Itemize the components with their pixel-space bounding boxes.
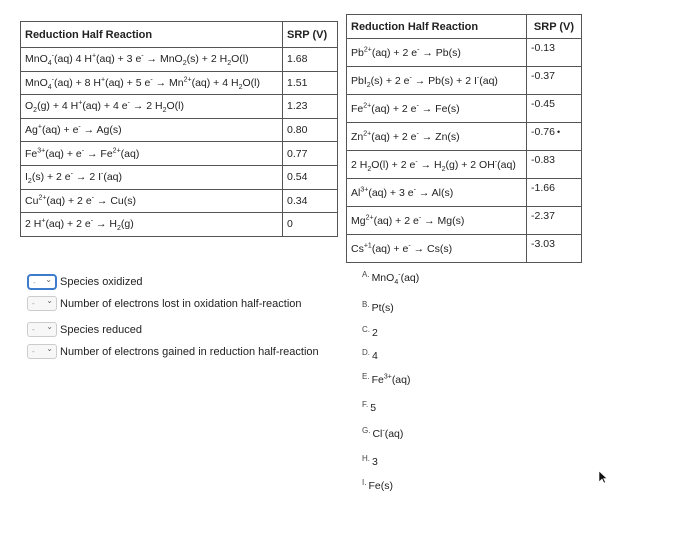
reaction-cell: $Al^{3+}(aq) + 3$ e- → Al(s) [347,179,527,207]
option-letter: F. [362,400,369,409]
reaction-cell: PbI$_2$(s) + 2 e- → Pb(s) + 2 I-(aq) [347,67,527,95]
table-row [21,118,338,142]
option-letter: E. [362,372,370,381]
header-reaction: Reduction Half Reaction [21,22,283,48]
table-row [347,179,582,207]
option-g [362,428,403,440]
option-text: 4 [372,350,378,362]
select-dash: - [33,277,36,287]
reaction-cell: $Cu^{2+}(aq) + 2$ e- → Cu(s) [21,189,283,213]
option-d [362,350,378,362]
option-text: 5 [370,402,377,414]
table-row [21,48,338,72]
table-row [21,71,338,95]
srp-value: -2.37 [527,207,582,235]
chevron-down-icon: ⌄ [46,322,53,331]
option-text: MnO$_4$-(aq) [371,271,420,287]
option-text: 3 [372,456,378,468]
table-row [347,235,582,263]
match-electrons-gained [27,344,319,359]
chevron-down-icon: ⌄ [46,344,53,353]
match-species-oxidized [27,274,143,290]
match-label: Number of electrons lost in oxidation half-reaction [60,297,302,310]
option-letter: H. [362,454,370,463]
select-dash: - [32,347,35,356]
option-text: Pt(s) [371,302,394,314]
table-row [21,142,338,166]
srp-value: 1.68 [283,48,338,72]
table-row [347,67,582,95]
srp-value: 0.54 [283,165,338,189]
reaction-cell: $Pb^{2+}(aq) + 2$ e- → Pb(s) [347,39,527,67]
option-b [362,302,394,314]
reaction-cell: $Zn^{2+}(aq) + 2$ e- → Zn(s) [347,123,527,151]
option-letter: B. [362,300,370,309]
table-row [347,95,582,123]
option-i [362,480,393,492]
select-dash: - [32,325,35,334]
reaction-cell: $Mg^{2+}(aq) + 2$ e- → Mg(s) [347,207,527,235]
srp-value: -3.03 [527,235,582,263]
option-letter: G. [362,426,371,435]
option-text: $Fe^{3+}(aq)$ [371,373,411,386]
srp-table-left [20,21,338,237]
mouse-cursor-icon [598,470,608,484]
option-a [362,270,420,287]
header-reaction: Reduction Half Reaction [347,15,527,39]
srp-value: -0.45 [527,95,582,123]
reaction-cell: 2 H+(aq) + 2 $e^- \to H_2(g)$ [21,213,283,237]
srp-value: -0.37 [527,67,582,95]
table-row [21,95,338,119]
match-label: Number of electrons gained in reduction half-reaction [60,345,319,358]
match-select-reduced[interactable] [27,322,57,337]
option-text: 2 [372,327,378,339]
srp-value: 0.80 [283,118,338,142]
option-letter: I. [362,478,367,487]
table-row [21,189,338,213]
match-select-oxidized[interactable] [27,274,57,290]
option-letter: C. [362,325,370,334]
srp-value-text: -0.76 [531,126,555,138]
match-label: Species oxidized [60,276,143,288]
table-row [347,207,582,235]
srp-value: 0.34 [283,189,338,213]
table-row [21,213,338,237]
srp-value: 0.77 [283,142,338,166]
reaction-cell: $Fe^{2+}(aq) + 2$ e- → Fe(s) [347,95,527,123]
srp-table-right [346,14,582,263]
srp-value: -1.66 [527,179,582,207]
match-select-electrons-gained[interactable] [27,344,57,359]
select-dash: - [32,299,35,308]
table-row [347,151,582,179]
reaction-cell: MnO$_4$-(aq) + 8 H+(aq) + 5 $e^- \to Mn^{2+}(aq) + 4$ $H_2O(l)$ [21,71,283,95]
match-species-reduced [27,322,142,337]
chevron-down-icon: ⌄ [46,296,53,305]
reaction-cell: Ag+(aq) + e- → Ag(s) [21,118,283,142]
table-row [347,39,582,67]
srp-value: 0 [283,213,338,237]
option-f [362,402,376,414]
match-electrons-lost [27,296,302,311]
reaction-cell: MnO$_4$-(aq) 4 H+(aq) + 3 e- → MnO$_2$(s) + 2 $H_2O(l)$ [21,48,283,72]
option-c [362,327,378,339]
table-row [347,123,582,151]
reaction-cell: $I_2(s) + 2$ e- → 2 I-(aq) [21,165,283,189]
header-srp: SRP (V) [283,22,338,48]
reaction-cell: $Cs^{+1}(aq) + e^- \to Cs(s)$ [347,235,527,263]
option-text: Fe(s) [368,480,393,492]
reaction-cell: 2 $H_2O(l) + 2$ $e^- \to H_2(g) + 2$ OH-(aq) [347,151,527,179]
chevron-down-icon: ⌄ [45,275,52,284]
table-header-row [347,15,582,39]
match-label: Species reduced [60,323,142,336]
header-srp: SRP (V) [527,15,582,39]
reaction-cell: $Fe^{3+}(aq) + e^- \to Fe^{2+}(aq)$ [21,142,283,166]
option-letter: D. [362,348,370,357]
srp-value: 1.23 [283,95,338,119]
srp-value [527,123,582,151]
table-row [21,165,338,189]
dot-mark-icon: • [556,127,561,137]
option-e [362,374,411,386]
option-h [362,456,378,468]
reaction-cell: $O_2(g) + 4$ H+(aq) + 4 e- → 2 $H_2O(l)$ [21,95,283,119]
srp-value: -0.83 [527,151,582,179]
table-header-row [21,22,338,48]
option-letter: A. [362,270,370,279]
option-text: Cl-(aq) [372,427,404,440]
srp-value: -0.13 [527,39,582,67]
srp-value: 1.51 [283,71,338,95]
match-select-electrons-lost[interactable] [27,296,57,311]
